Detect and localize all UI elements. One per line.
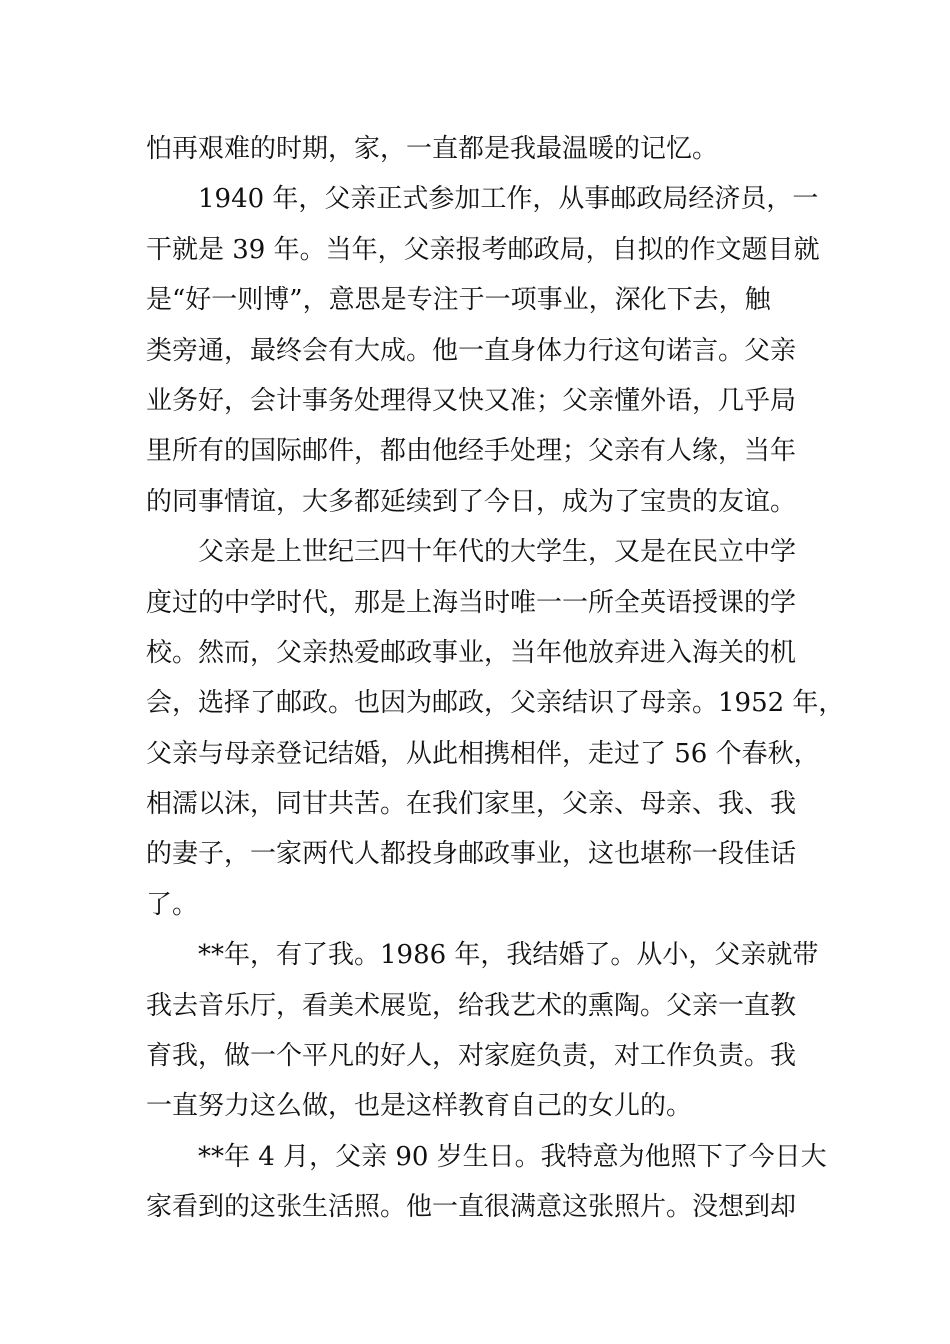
text-line: 家看到的这张生活照。他一直很满意这张照片。没想到却 — [146, 1192, 797, 1223]
text-line: 会，选择了邮政。也因为邮政，父亲结识了母亲。1952 年， — [146, 688, 845, 719]
text-line: 我去音乐厅，看美术展览，给我艺术的熏陶。父亲一直教 — [146, 990, 797, 1021]
text-line: 的同事情谊，大多都延续到了今日，成为了宝贵的友谊。 — [146, 486, 797, 517]
text-line: 类旁通，最终会有大成。他一直身体力行这句诺言。父亲 — [146, 335, 797, 366]
text-line-paragraph-start: **年，有了我。1986 年，我结婚了。从小，父亲就带 — [198, 940, 819, 971]
text-line: 的妻子，一家两代人都投身邮政事业，这也堪称一段佳话 — [146, 839, 797, 870]
text-line: 是“好一则博”，意思是专注于一项事业，深化下去，触 — [146, 285, 771, 316]
text-line: 度过的中学时代，那是上海当时唯一一所全英语授课的学 — [146, 587, 797, 618]
text-line-paragraph-start: 父亲是上世纪三四十年代的大学生，又是在民立中学 — [198, 537, 797, 568]
text-line: 了。 — [146, 889, 199, 920]
text-line-paragraph-start: **年 4 月，父亲 90 岁生日。我特意为他照下了今日大 — [198, 1141, 827, 1172]
text-line: 怕再艰难的时期，家，一直都是我最温暖的记忆。 — [146, 134, 719, 164]
text-line: 干就是 39 年。当年，父亲报考邮政局，自拟的作文题目就 — [146, 234, 820, 265]
text-line: 父亲与母亲登记结婚，从此相携相伴，走过了 56 个春秋， — [146, 738, 820, 769]
text-line-paragraph-start: 1940 年，父亲正式参加工作，从事邮政局经济员，一 — [198, 184, 819, 215]
text-line: 一直努力这么做，也是这样教育自己的女儿的。 — [146, 1091, 693, 1122]
text-line: 校。然而，父亲热爱邮政事业，当年他放弃进入海关的机 — [146, 637, 797, 668]
text-line: 育我，做一个平凡的好人，对家庭负责，对工作负责。我 — [146, 1041, 797, 1072]
text-line: 里所有的国际邮件，都由他经手处理；父亲有人缘，当年 — [146, 436, 797, 467]
text-line: 相濡以沫，同甘共苦。在我们家里，父亲、母亲、我、我 — [146, 789, 797, 820]
text-line: 业务好，会计事务处理得又快又准；父亲懂外语，几乎局 — [146, 385, 797, 416]
body-text — [146, 124, 845, 1233]
